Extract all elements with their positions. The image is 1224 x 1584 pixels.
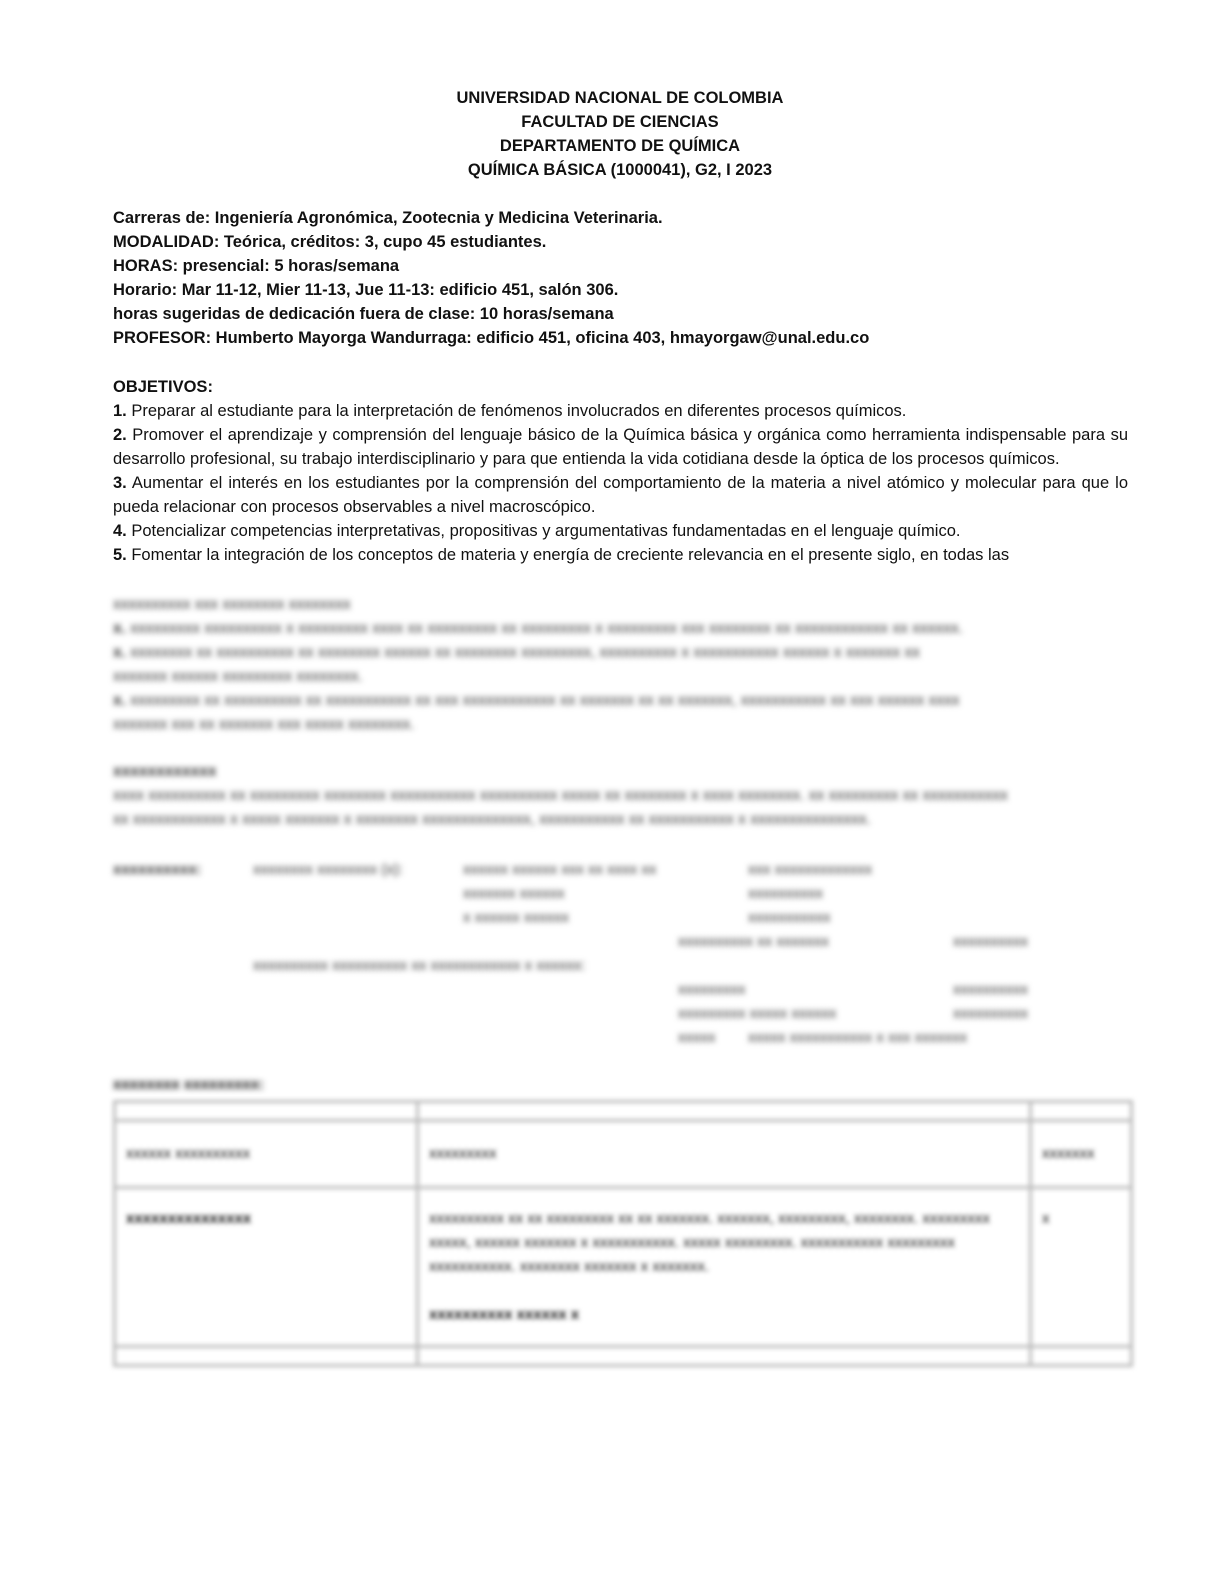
objective-text: Potencializar competencias interpretativas, propositivas y argumentativas fundamentadas en el lenguaje químico. — [126, 522, 961, 540]
objectives-blurred-continuation: xxxxxxxxxx xxx xxxxxxxx xxxxxxxx x. xxxxxxxxx xxxxxxxxxx x xxxxxxxxx xxxx xx xxxxxxxxx xx xxxxxxxxx x xxxxxxxxx xxx xxxxxxxx xx xxxxxxxxxxxx xx xxxxxx. x. xxxxxxxx xx xxxxxxxxxx xx xxxxxxxx xxxxxx xx xxxxxxxx xxxxxxxxx, xxxxxxxxxx x xxxxxxxxxxx xxxxxx x xxxxxxx xx xxxxxxx xxxxxx xxxxxxxxx xxxxxxxx. x. xxxxxxxxx xx xxxxxxxxxx xx xxxxxxxxxxx xx xxx xxxxxxxxxxxx xx xxxxxxx xx xx xxxxxxx, xxxxxxxxxxx xx xxx xxxxxx xxxx xxxxxxx xxx xx xxxxxxx xxx xxxxx xxxxxxxx. — [113, 596, 963, 733]
objective-number: 5. — [113, 546, 127, 564]
document-header — [0, 86, 1224, 182]
department-name: DEPARTAMENTO DE QUÍMICA — [499, 137, 741, 155]
info-horario: Horario: Mar 11-12, Mier 11-13, Jue 11-13: edificio 451, salón 306. — [113, 281, 619, 299]
university-name: UNIVERSIDAD NACIONAL DE COLOMBIA — [456, 89, 784, 107]
course-info — [113, 206, 1133, 350]
info-horas-fuera: horas sugeridas de dedicación fuera de clase: 10 horas/semana — [113, 305, 614, 323]
objective-text: Preparar al estudiante para la interpretación de fenómenos involucrados en diferentes procesos químicos. — [126, 402, 907, 420]
objective-number: 4. — [113, 522, 127, 540]
info-modalidad: MODALIDAD: Teórica, créditos: 3, cupo 45 estudiantes. — [113, 233, 547, 251]
objective-text: Promover el aprendizaje y comprensión del lenguaje básico de la Química básica y orgánica como herramienta indispensable para su desarrollo profesional, su trabajo interdisciplinario y para que entienda la vida cotidiana desde la óptica de los procesos químicos. — [113, 426, 1128, 468]
info-carreras: Carreras de: Ingeniería Agronómica, Zootecnia y Medicina Veterinaria. — [113, 209, 663, 227]
objective-text: Aumentar el interés en los estudiantes por la comprensión del comportamiento de la materia a nivel atómico y molecular para que lo pueda relacionar con procesos observables a nivel macroscópico. — [113, 474, 1128, 516]
info-horas: HORAS: presencial: 5 horas/semana — [113, 257, 400, 275]
objectives-heading: OBJETIVOS: — [113, 378, 213, 396]
objective-number: 2. — [113, 426, 127, 444]
evaluation-section-blurred: xxxxxxxxxx: xxxxxxxx xxxxxxxx (x): xxxxxx xxxxxx xxx xx xxxx xx xxx xxxxxxxxxxxxx xxxxxxx xxxxxx xxxxxxxxxx x xxxxxx xxxxxx xxxxxxxxxxx xxxxxxxxxx xx xxxxxxx xxxxxxxxxx xxxxxxxxxx xxxxxxxxxx xx xxxxxxxxxxxx x xxxxxx: xxxxxxxxx xxxxxxxxxx xxxxxxxxx xxxxx xxxxxx xxxxxxxxxx xxxxx xxxxx xxxxxxxxxxx x xxx xxxxxxx — [113, 861, 1028, 1046]
course-title: QUÍMICA BÁSICA (1000041), G2, I 2023 — [467, 161, 773, 179]
faculty-name: FACULTAD DE CIENCIAS — [521, 113, 719, 131]
objective-item — [113, 423, 1128, 471]
objective-item — [113, 399, 1128, 423]
objective-item — [113, 519, 1128, 543]
objective-text: Fomentar la integración de los conceptos de materia y energía de creciente relevancia en el presente siglo, en todas las — [126, 546, 1010, 564]
objective-item — [113, 543, 1128, 567]
program-table-blurred: xxxxxx xxxxxxxxxx xxxxxxxxx xxxxxxx xxxxxxxxxxxxxxx xxxxxxxxxx xx xx xxxxxxxxx xx xx xxxxxxx. xxxxxxx, xxxxxxxxx, xxxxxxxx. xxxxxxxxx xxxxx, xxxxxx xxxxxxx x xxxxxxxxxxx. xxxxx xxxxxxxxx. xxxxxxxxxxx xxxxxxxxx xxxxxxxxxxx. xxxxxxxx xxxxxxx x xxxxxxx. xxxxxxxxxx xxxxxx x x — [113, 1100, 1133, 1367]
objective-number: 1. — [113, 402, 127, 420]
methodology-section-blurred: xxxxxxxxxxxx xxxx xxxxxxxxxx xx xxxxxxxxx xxxxxxxx xxxxxxxxxxx xxxxxxxxxx xxxxx xx xxxxxxxx x xxxx xxxxxxxx. xx xxxxxxxxx xx xxxxxxxxxxx xx xxxxxxxxxxxx x xxxxx xxxxxxx x xxxxxxxx xxxxxxxxxxxxxx, xxxxxxxxxxx xx xxxxxxxxxxx x xxxxxxxxxxxxxxx. — [113, 763, 1008, 828]
objective-item — [113, 471, 1128, 519]
objective-number: 3. — [113, 474, 127, 492]
objectives-section — [113, 375, 1128, 567]
info-profesor: PROFESOR: Humberto Mayorga Wandurraga: edificio 451, oficina 403, hmayorgaw@unal.edu.co — [113, 329, 870, 347]
program-heading-blurred: xxxxxxxx xxxxxxxxx: — [113, 1076, 264, 1093]
